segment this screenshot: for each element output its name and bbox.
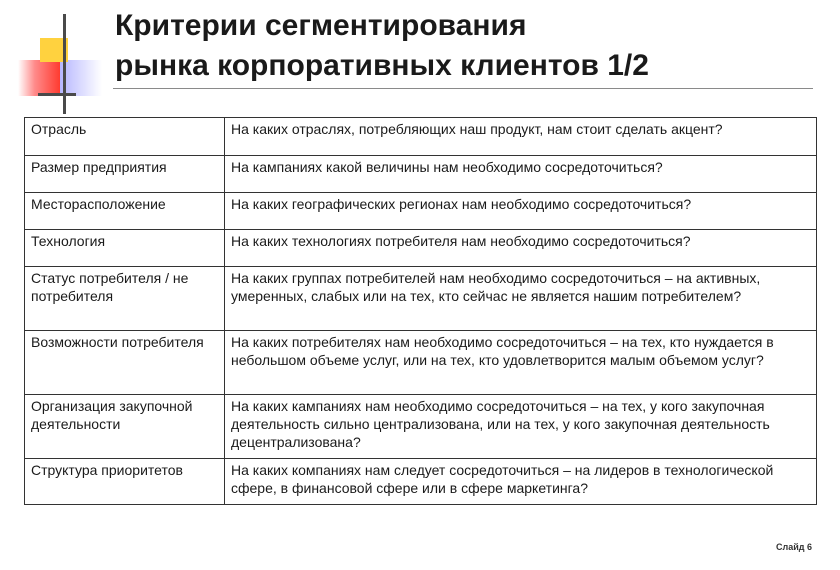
question-cell: На кампаниях какой величины нам необходимо сосредоточиться?: [225, 156, 817, 193]
segmentation-criteria-table: [24, 117, 817, 505]
table-row: [25, 156, 817, 193]
question-cell: На каких компаниях нам следует сосредоточиться – на лидеров в технологической сфере, в финансовой сфере или в сфере маркетинга?: [225, 459, 817, 505]
slide-title-line-1: Критерии сегментирования: [115, 9, 527, 42]
title-divider: [113, 88, 813, 89]
slide-number: Слайд 6: [776, 542, 812, 552]
table-row: [25, 118, 817, 156]
question-cell: На каких географических регионах нам необходимо сосредоточиться?: [225, 193, 817, 230]
criterion-cell: Размер предприятия: [25, 156, 225, 193]
criterion-cell: Возможности потребителя: [25, 331, 225, 395]
criterion-cell: Отрасль: [25, 118, 225, 156]
table-row: [25, 230, 817, 267]
table-row: [25, 459, 817, 505]
criterion-cell: Организация закупочной деятельности: [25, 395, 225, 459]
decor-blue-block: [60, 60, 102, 96]
slide-title-line-2: рынка корпоративных клиентов 1/2: [115, 49, 649, 82]
question-cell: На каких группах потребителей нам необходимо сосредоточиться – на активных, умеренных, слабых или на тех, кто сейчас не является нашим потребителем?: [225, 267, 817, 331]
decor-vertical-line: [63, 14, 66, 114]
slide-title: [115, 6, 649, 86]
table-row: [25, 331, 817, 395]
question-cell: На каких потребителях нам необходимо сосредоточиться – на тех, кто нуждается в небольшом объеме услуг, или на тех, кто удовлетворится малым объемом услуг?: [225, 331, 817, 395]
question-cell: На каких технологиях потребителя нам необходимо сосредоточиться?: [225, 230, 817, 267]
question-cell: На каких кампаниях нам необходимо сосредоточиться – на тех, у кого закупочная деятельность сильно централизована, или на тех, у кого закупочная деятельность децентрализована?: [225, 395, 817, 459]
decor-horizontal-line: [38, 93, 76, 96]
decor-red-block: [18, 60, 60, 96]
question-cell: На каких отраслях, потребляющих наш продукт, нам стоит сделать акцент?: [225, 118, 817, 156]
table-row: [25, 193, 817, 230]
table-row: [25, 395, 817, 459]
criterion-cell: Месторасположение: [25, 193, 225, 230]
table-row: [25, 267, 817, 331]
criterion-cell: Статус потребителя / не потребителя: [25, 267, 225, 331]
criterion-cell: Структура приоритетов: [25, 459, 225, 505]
criterion-cell: Технология: [25, 230, 225, 267]
